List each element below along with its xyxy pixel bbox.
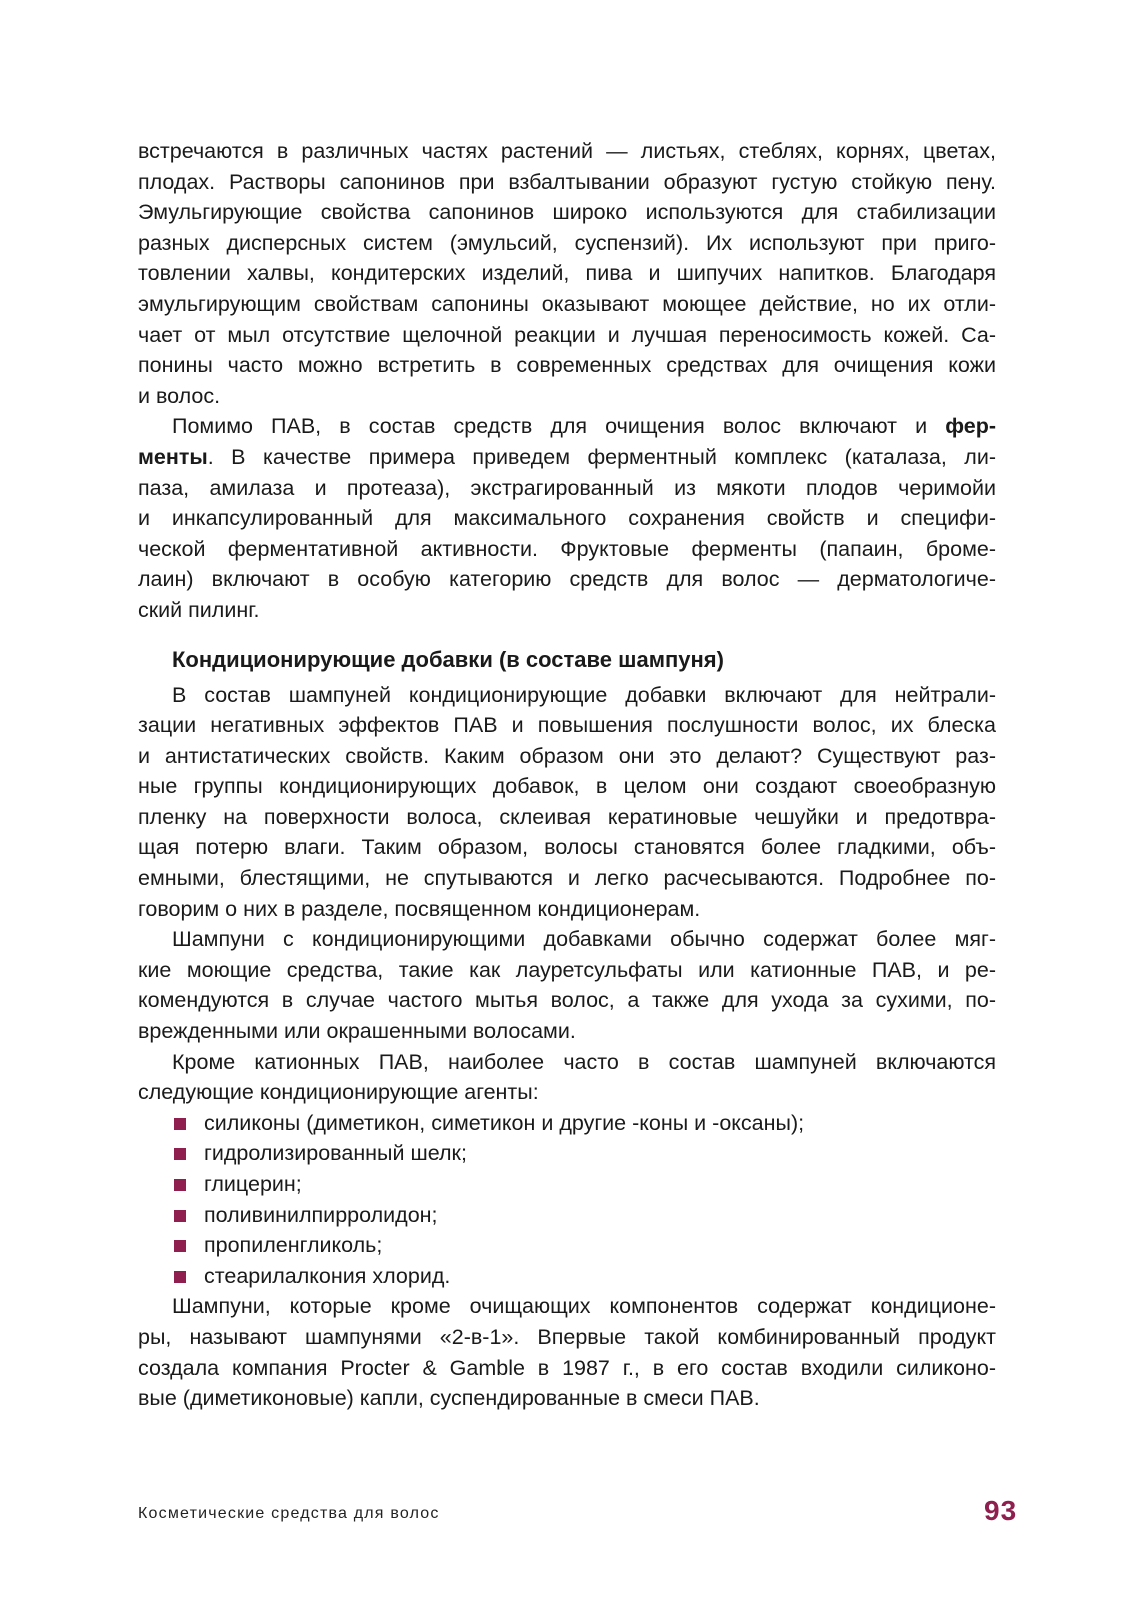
text-line: Кроме катионных ПАВ, наиболее часто в состав шампуней включаются (172, 1049, 996, 1074)
page-number: 93 (984, 1495, 1018, 1526)
list-item-text: стеарилалкония хлорид. (204, 1263, 451, 1288)
text-run: Помимо ПАВ, в состав средств для очищения волос включают и (172, 414, 946, 439)
section-heading: Кондиционирующие добавки (в составе шампуня) (172, 646, 724, 672)
list-item-text: глицерин; (204, 1172, 302, 1196)
text-line: зации негативных эффектов ПАВ и повышения послушности волос, их блеска (138, 713, 996, 738)
paragraph-conditioners (138, 680, 996, 925)
text-line: емными, блестящими, не спутываются и легко расчесываются. Подробнее по- (138, 866, 996, 891)
bold-term: фер- (945, 414, 996, 439)
text-line: товлении халвы, кондитерских изделий, пива и шипучих напитков. Благодаря (138, 261, 996, 286)
paragraph-2-in-1 (138, 1291, 996, 1413)
text-line: ческой ферментативной активности. Фруктовые ферменты (папаин, броме- (138, 536, 996, 561)
text-line: Шампуни, которые кроме очищающих компонентов содержат кондиционе- (172, 1294, 996, 1319)
square-bullet-icon (174, 1210, 186, 1222)
text-line: комендуются в случае частого мытья волос, а также для ухода за сухими, по- (138, 988, 996, 1013)
text-line: пленку на поверхности волоса, склеивая кератиновые чешуйки и предотвра- (138, 804, 996, 829)
conditioning-agents-list (138, 1108, 996, 1292)
square-bullet-icon (174, 1179, 186, 1191)
text-line: и инкапсулированный для максимального сохранения свойств и специфи- (138, 506, 996, 531)
bold-term: менты (138, 444, 208, 469)
text-line: говорим о них в разделе, посвященном кондиционерам. (138, 896, 701, 921)
running-footer-title: Косметические средства для волос (138, 1505, 440, 1522)
list-item-text: силиконы (диметикон, симетикон и другие -коны и -оксаны); (204, 1110, 805, 1135)
text-line: плодах. Растворы сапонинов при взбалтывании образуют густую стойкую пену. (138, 169, 996, 194)
text-line: ский пилинг. (138, 597, 260, 622)
paragraph-saponins (138, 136, 996, 411)
text-line (138, 442, 996, 473)
text-run: . В качестве примера приведем ферментный комплекс (каталаза, ли- (207, 444, 996, 469)
text-line: и антистатических свойств. Каким образом они это делают? Существуют раз- (138, 743, 996, 768)
list-item (138, 1200, 996, 1231)
text-line: лаин) включают в особую категорию средств для волос — дерматологиче- (138, 567, 996, 592)
square-bullet-icon (174, 1240, 186, 1252)
list-item-text: пропиленгликоль; (204, 1233, 383, 1258)
paragraph-enzymes (138, 411, 996, 625)
text-line: чает от мыл отсутствие щелочной реакции и лучшая переносимость кожей. Са- (138, 322, 996, 347)
text-line: врежденными или окрашенными волосами. (138, 1019, 576, 1044)
text-line: эмульгирующим свойствам сапонины оказывают моющее действие, но их отли- (138, 291, 996, 316)
list-item-text: поливинилпирролидон; (204, 1202, 438, 1227)
main-text (138, 136, 996, 1414)
text-line: ные группы кондиционирующих добавок, в целом они создают своеобразную (138, 774, 996, 799)
text-line: щая потерю влаги. Таким образом, волосы становятся более гладкими, объ- (138, 835, 996, 860)
text-line (138, 411, 996, 442)
paragraph-conditioning-shampoos (138, 924, 996, 1046)
text-line: следующие кондиционирующие агенты: (138, 1080, 539, 1105)
text-line: кие моющие средства, такие как лауретсульфаты или катионные ПАВ, и ре- (138, 957, 996, 982)
text-line: и волос. (138, 383, 221, 408)
square-bullet-icon (174, 1148, 186, 1160)
list-item (138, 1138, 996, 1169)
text-line: паза, амилаза и протеаза), экстрагированный из мякоти плодов черимойи (138, 475, 996, 500)
text-line: В состав шампуней кондиционирующие добавки включают для нейтрали- (172, 682, 996, 707)
list-item (138, 1169, 996, 1200)
text-line: разных дисперсных систем (эмульсий, суспензий). Их используют при приго- (138, 230, 996, 255)
list-item-text: гидролизированный шелк; (204, 1141, 467, 1166)
text-line: создала компания Procter & Gamble в 1987 г., в его состав входили силиконо- (138, 1355, 996, 1380)
text-line: встречаются в различных частях растений — листьях, стеблях, корнях, цветах, (138, 139, 996, 163)
square-bullet-icon (174, 1271, 186, 1283)
text-line: Эмульгирующие свойства сапонинов широко используются для стабилизации (138, 200, 996, 225)
list-item (138, 1230, 996, 1261)
list-item (138, 1261, 996, 1292)
list-item (138, 1108, 996, 1139)
text-line: вые (диметиконовые) капли, суспендированные в смеси ПАВ. (138, 1386, 760, 1411)
text-line: ры, называют шампунями «2-в-1». Впервые такой комбинированный продукт (138, 1324, 996, 1349)
text-line: Шампуни с кондиционирующими добавками обычно содержат более мяг- (172, 927, 996, 952)
text-line: понины часто можно встретить в современных средствах для очищения кожи (138, 353, 996, 378)
paragraph-agents-intro (138, 1047, 996, 1108)
square-bullet-icon (174, 1118, 186, 1130)
